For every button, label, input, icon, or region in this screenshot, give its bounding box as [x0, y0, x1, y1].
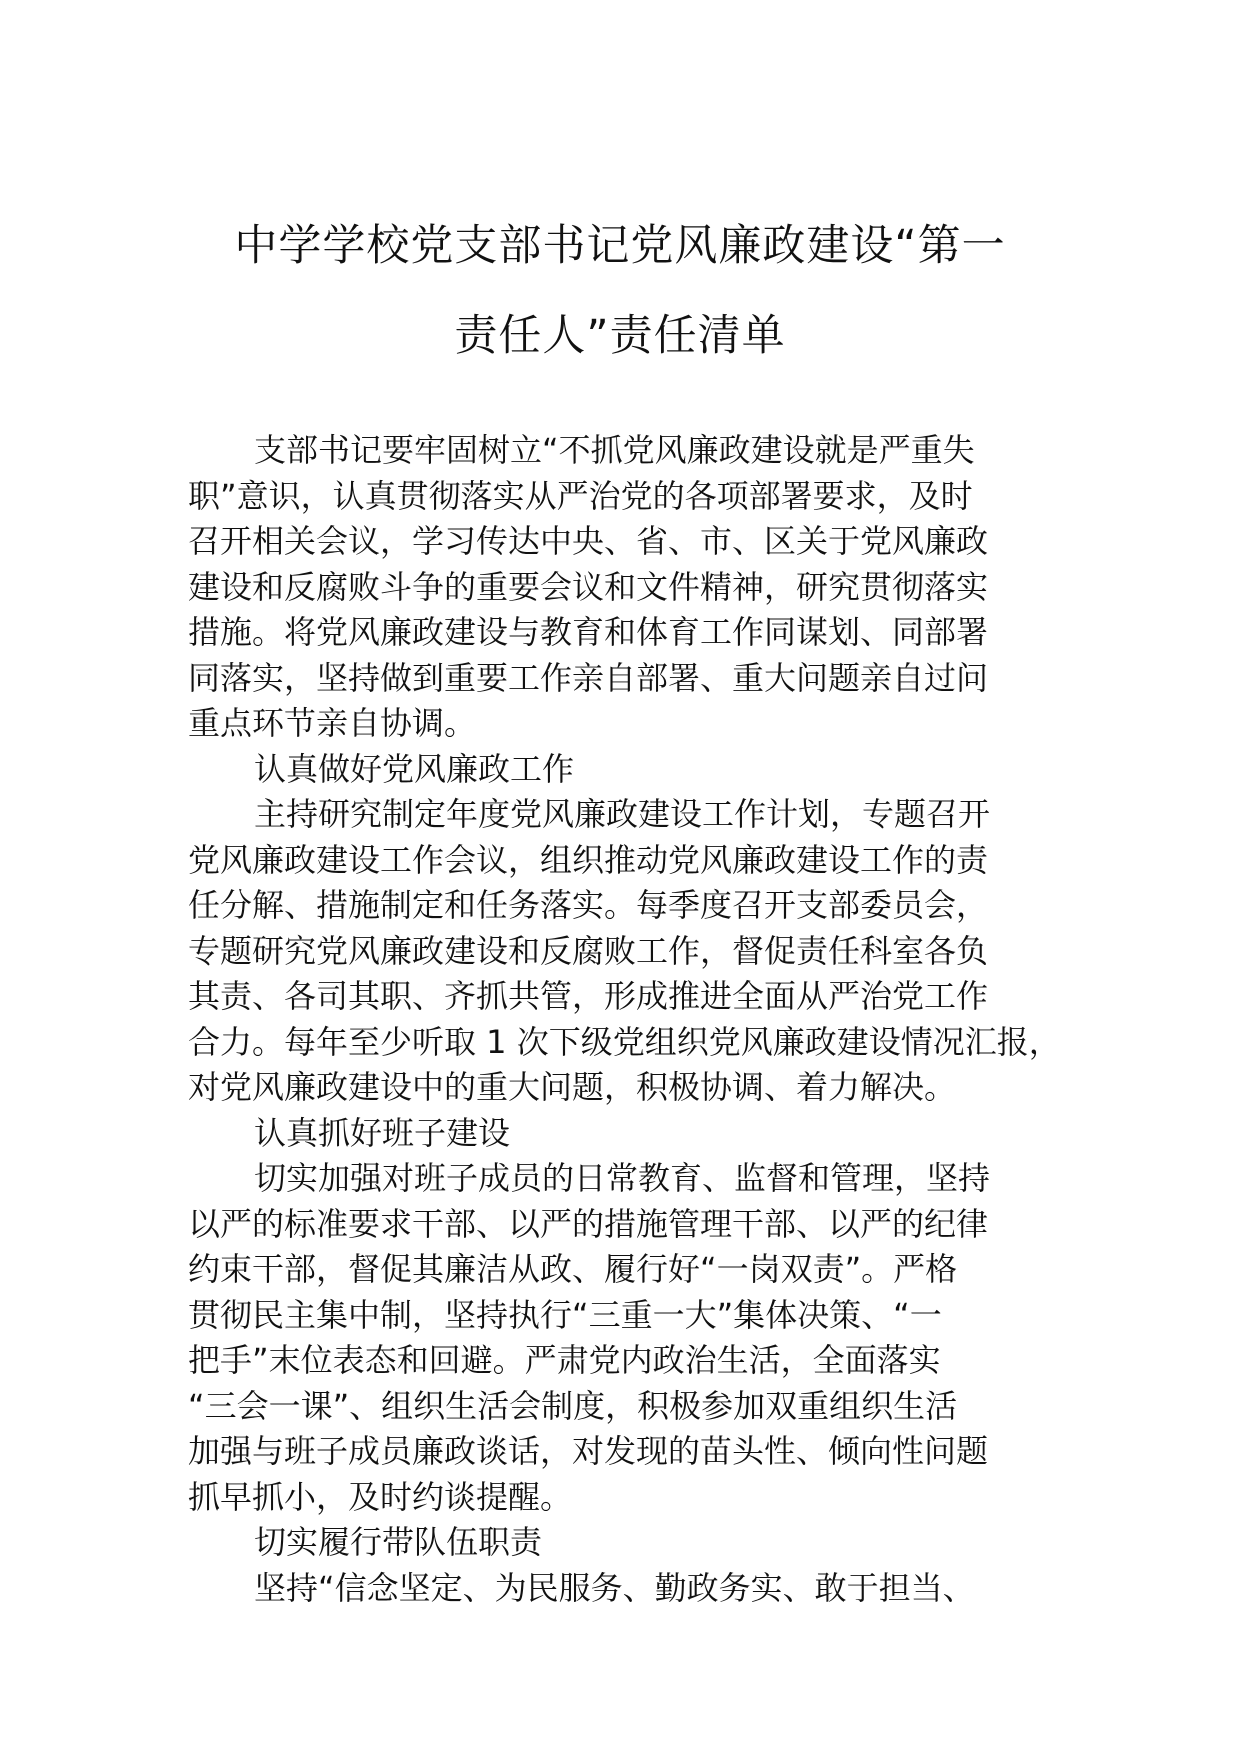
paragraph-line: 以严的标准要求干部、以严的措施管理干部、以严的纪律	[188, 1204, 989, 1243]
section-heading: 认真做好党风廉政工作	[254, 749, 575, 788]
paragraph-line: “三会一课”、组织生活会制度，积极参加双重组织生活	[188, 1386, 958, 1425]
document-title-line-2: 责任人”责任清单	[454, 311, 786, 361]
section-heading: 切实履行带队伍职责	[254, 1523, 543, 1561]
paragraph-line: 重点环节亲自协调。	[188, 704, 477, 742]
paragraph-line: 同落实，坚持做到重要工作亲自部署、重大问题亲自过问	[188, 658, 989, 697]
paragraph-line: 坚持“信念坚定、为民服务、勤政务实、敢于担当、	[254, 1568, 975, 1607]
paragraph-line: 主持研究制定年度党风廉政建设工作计划，专题召开	[254, 795, 991, 833]
paragraph-line: 约束干部，督促其廉洁从政、履行好“一岗双责”。严格	[188, 1250, 958, 1288]
paragraph-line: 把手”末位表态和回避。严肃党内政治生活，全面落实	[188, 1341, 941, 1379]
paragraph-line: 合力。每年至少听取 1 次下级党组织党风廉政建设情况汇报，	[188, 1022, 1061, 1061]
paragraph-line: 切实加强对班子成员的日常教育、监督和管理，坚持	[254, 1159, 991, 1197]
paragraph-line: 其责、各司其职、齐抓共管，形成推进全面从严治党工作	[188, 977, 989, 1015]
paragraph-line: 任分解、措施制定和任务落实。每季度召开支部委员会，	[188, 886, 989, 924]
paragraph-line: 贯彻民主集中制，坚持执行“三重一大”集体决策、“一	[188, 1295, 942, 1334]
document-title-line-1: 中学学校党支部书记党风廉政建设“第一	[234, 221, 1006, 271]
paragraph-line: 召开相关会议，学习传达中央、省、市、区关于党风廉政	[188, 522, 989, 560]
paragraph-line: 职”意识，认真贯彻落实从严治党的各项部署要求，及时	[188, 476, 973, 515]
paragraph-line: 党风廉政建设工作会议，组织推动党风廉政建设工作的责	[188, 840, 989, 879]
paragraph-line: 专题研究党风廉政建设和反腐败工作，督促责任科室各负	[188, 931, 989, 970]
section-heading: 认真抓好班子建设	[254, 1113, 511, 1152]
paragraph-line: 对党风廉政建设中的重大问题，积极协调、着力解决。	[188, 1068, 957, 1106]
paragraph-line: 建设和反腐败斗争的重要会议和文件精神，研究贯彻落实	[188, 567, 989, 606]
paragraph-line: 措施。将党风廉政建设与教育和体育工作同谋划、同部署	[188, 613, 989, 651]
paragraph-line: 抓早抓小，及时约谈提醒。	[188, 1477, 573, 1516]
paragraph-line: 加强与班子成员廉政谈话，对发现的苗头性、倾向性问题	[188, 1432, 989, 1470]
document-body	[188, 428, 1068, 1611]
paragraph-line: 支部书记要牢固树立“不抓党风廉政建设就是严重失	[254, 431, 975, 469]
